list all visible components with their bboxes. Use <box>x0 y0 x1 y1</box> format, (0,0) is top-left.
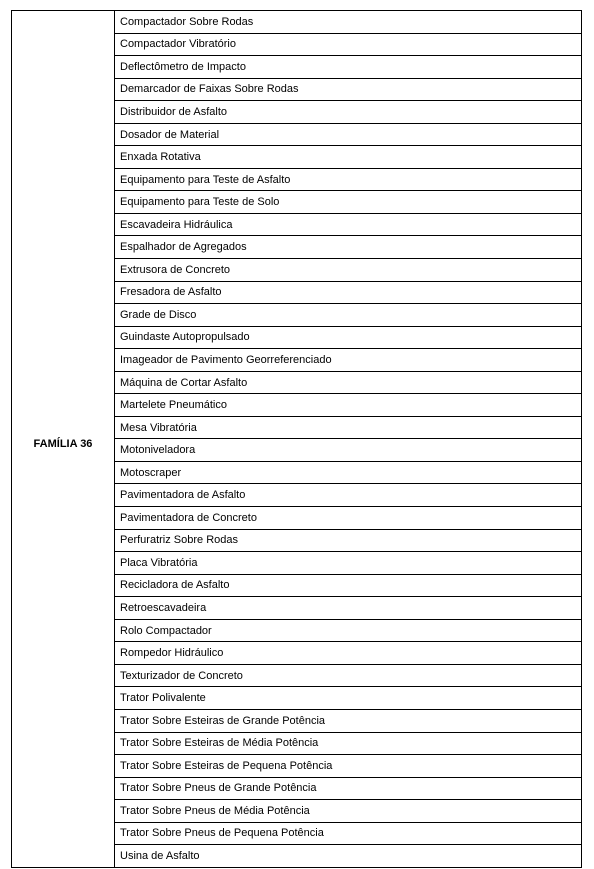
equipment-item: Distribuidor de Asfalto <box>115 101 582 124</box>
equipment-item: Trator Sobre Esteiras de Pequena Potência <box>115 755 582 778</box>
equipment-item: Trator Sobre Esteiras de Grande Potência <box>115 709 582 732</box>
equipment-item: Guindaste Autopropulsado <box>115 326 582 349</box>
family-label: FAMÍLIA 36 <box>12 11 115 868</box>
equipment-item: Retroescavadeira <box>115 597 582 620</box>
equipment-item: Equipamento para Teste de Solo <box>115 191 582 214</box>
equipment-family-table <box>11 10 582 868</box>
equipment-item: Extrusora de Concreto <box>115 259 582 282</box>
equipment-item: Trator Sobre Pneus de Pequena Potência <box>115 822 582 845</box>
equipment-item: Enxada Rotativa <box>115 146 582 169</box>
table-row <box>12 11 582 34</box>
equipment-item: Compactador Vibratório <box>115 33 582 56</box>
equipment-item: Usina de Asfalto <box>115 845 582 868</box>
equipment-item: Recicladora de Asfalto <box>115 574 582 597</box>
equipment-item: Deflectômetro de Impacto <box>115 56 582 79</box>
equipment-item: Fresadora de Asfalto <box>115 281 582 304</box>
equipment-item: Trator Polivalente <box>115 687 582 710</box>
equipment-item: Motoniveladora <box>115 439 582 462</box>
equipment-item: Trator Sobre Pneus de Média Potência <box>115 800 582 823</box>
equipment-item: Mesa Vibratória <box>115 416 582 439</box>
table-body <box>12 11 582 868</box>
equipment-item: Perfuratriz Sobre Rodas <box>115 529 582 552</box>
equipment-item: Máquina de Cortar Asfalto <box>115 371 582 394</box>
equipment-item: Compactador Sobre Rodas <box>115 11 582 34</box>
equipment-item: Equipamento para Teste de Asfalto <box>115 168 582 191</box>
equipment-item: Pavimentadora de Asfalto <box>115 484 582 507</box>
equipment-item: Motoscraper <box>115 461 582 484</box>
equipment-item: Demarcador de Faixas Sobre Rodas <box>115 78 582 101</box>
equipment-item: Dosador de Material <box>115 123 582 146</box>
equipment-item: Escavadeira Hidráulica <box>115 213 582 236</box>
equipment-item: Grade de Disco <box>115 304 582 327</box>
equipment-item: Imageador de Pavimento Georreferenciado <box>115 349 582 372</box>
equipment-item: Trator Sobre Pneus de Grande Potência <box>115 777 582 800</box>
equipment-item: Espalhador de Agregados <box>115 236 582 259</box>
equipment-item: Trator Sobre Esteiras de Média Potência <box>115 732 582 755</box>
equipment-item: Rompedor Hidráulico <box>115 642 582 665</box>
equipment-item: Placa Vibratória <box>115 552 582 575</box>
equipment-item: Texturizador de Concreto <box>115 664 582 687</box>
equipment-item: Rolo Compactador <box>115 619 582 642</box>
equipment-item: Martelete Pneumático <box>115 394 582 417</box>
equipment-item: Pavimentadora de Concreto <box>115 507 582 530</box>
